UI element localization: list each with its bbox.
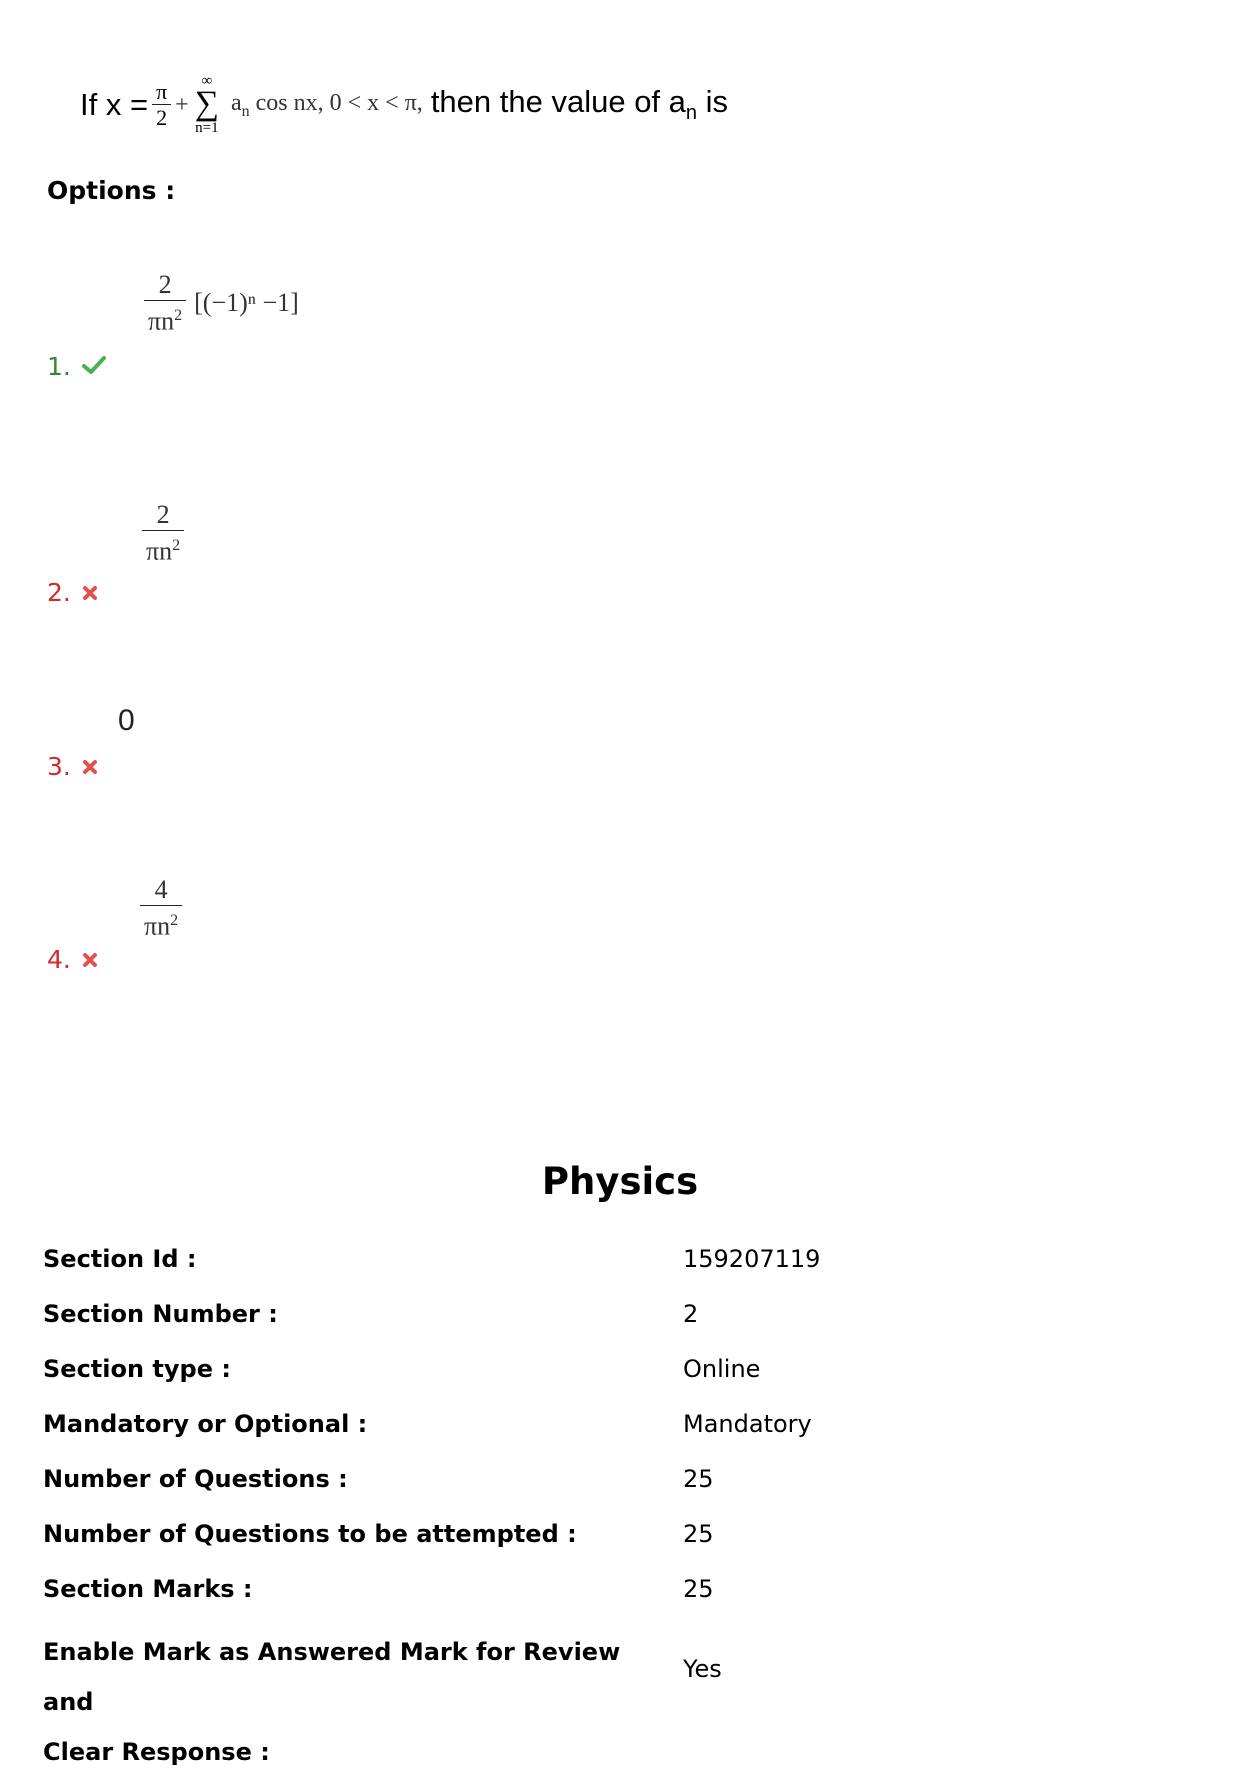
options-label: Options : <box>47 176 176 205</box>
section-id-value: 159207119 <box>683 1245 821 1273</box>
num-attempt-label: Number of Questions to be attempted : <box>43 1520 577 1548</box>
option-2-formula: $\frac{2}{\pi n^2}$ <box>138 500 188 567</box>
option-3-value: 0 <box>118 704 135 737</box>
option-1-formula: $\frac{2}{\pi n^2}$ [(−1)ⁿ −1] <box>140 270 299 337</box>
cross-icon <box>82 585 98 601</box>
num-questions-value: 25 <box>683 1465 714 1493</box>
option-1-bracket: [(−1)ⁿ −1] <box>194 288 299 318</box>
question-suffix: then the value of $a_n$ is <box>430 84 729 125</box>
section-type-label: Section type : <box>43 1355 231 1383</box>
option-4-formula: $\frac{4}{\pi n^2}$ <box>136 875 186 942</box>
mandatory-label: Mandatory or Optional : <box>43 1410 368 1438</box>
question-prefix: If x = <box>80 87 149 122</box>
section-title: Physics <box>541 1160 699 1203</box>
option-2-marker <box>47 578 98 607</box>
check-icon <box>82 355 106 375</box>
cross-icon <box>82 952 98 968</box>
pi-over-2-fraction: $\frac{\pi}{2}$ <box>152 80 171 131</box>
option-3-marker <box>47 752 98 781</box>
option-4-marker <box>47 945 98 974</box>
option-4-number: 4. <box>47 945 71 974</box>
enable-mark-value: Yes <box>683 1655 722 1683</box>
section-marks-value: 25 <box>683 1575 714 1603</box>
section-type-value: Online <box>683 1355 761 1383</box>
option-1-number: 1. <box>47 352 71 381</box>
num-attempt-value: 25 <box>683 1520 714 1548</box>
option-2-number: 2. <box>47 578 71 607</box>
option-1-marker <box>47 352 106 381</box>
section-number-value: 2 <box>683 1300 699 1328</box>
num-questions-label: Number of Questions : <box>43 1465 348 1493</box>
cross-icon <box>82 759 98 775</box>
option-3-number: 3. <box>47 752 71 781</box>
mandatory-value: Mandatory <box>683 1410 812 1438</box>
question-text <box>80 70 728 140</box>
plus-sign: + <box>175 91 189 118</box>
summation: ∞ ∑ n=1 <box>194 73 219 136</box>
series-term: $a_n$ cos nx, 0 < x < π, <box>230 89 423 120</box>
section-number-label: Section Number : <box>43 1300 278 1328</box>
section-marks-label: Section Marks : <box>43 1575 253 1603</box>
enable-mark-label: Enable Mark as Answered Mark for Review and Clear Response : <box>43 1638 621 1766</box>
section-id-label: Section Id : <box>43 1245 197 1273</box>
